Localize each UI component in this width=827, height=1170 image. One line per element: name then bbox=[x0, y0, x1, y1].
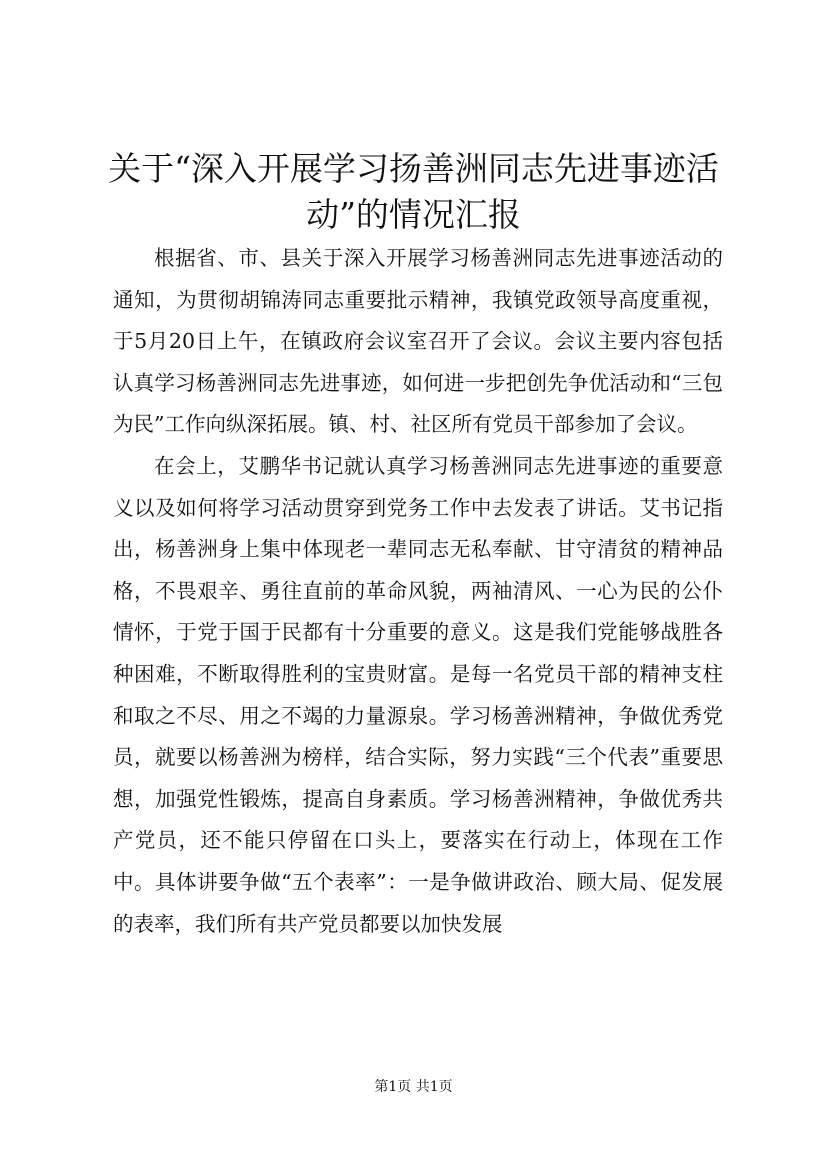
paragraph-1: 根据省、市、县关于深入开展学习杨善洲同志先进事迹活动的通知，为贯彻胡锦涛同志重要批示精神，我镇党政领导高度重视，于5月20日上午，在镇政府会议室召开了会议。会议主要内容包括认真学习杨善洲同志先进事迹，如何进一步把创先争优活动和“三包为民”工作向纵深拓展。镇、村、社区所有党员干部参加了会议。 bbox=[113, 246, 723, 437]
document-body bbox=[113, 238, 723, 945]
document-title bbox=[100, 146, 727, 238]
title-line-1: 关于“深入开展学习扬善洲同志先进事迹活 bbox=[108, 149, 719, 188]
page-number-label: 第1页 共1页 bbox=[374, 1079, 453, 1095]
paragraph-2: 在会上，艾鹏华书记就认真学习杨善洲同志先进事迹的重要意义以及如何将学习活动贯穿到党务工作中去发表了讲话。艾书记指出，杨善洲身上集中体现老一辈同志无私奉献、甘守清贫的精神品格，不畏艰辛、勇往直前的革命风貌，两袖清风、一心为民的公仆情怀，于党于国于民都有十分重要的意义。这是我们党能够战胜各种困难，不断取得胜利的宝贵财富。是每一名党员干部的精神支柱和取之不尽、用之不竭的力量源泉。学习杨善洲精神，争做优秀党员，就要以杨善洲为榜样，结合实际，努力实践“三个代表”重要思想，加强党性锻炼，提高自身素质。学习杨善洲精神，争做优秀共产党员，还不能只停留在口头上，要落实在行动上，体现在工作中。具体讲要争做“五个表率”：一是争做讲政治、顾大局、促发展的表率，我们所有共产党员都要以加快发展 bbox=[113, 453, 723, 936]
page-footer bbox=[0, 1077, 827, 1097]
title-line-2: 动”的情况汇报 bbox=[306, 195, 521, 234]
